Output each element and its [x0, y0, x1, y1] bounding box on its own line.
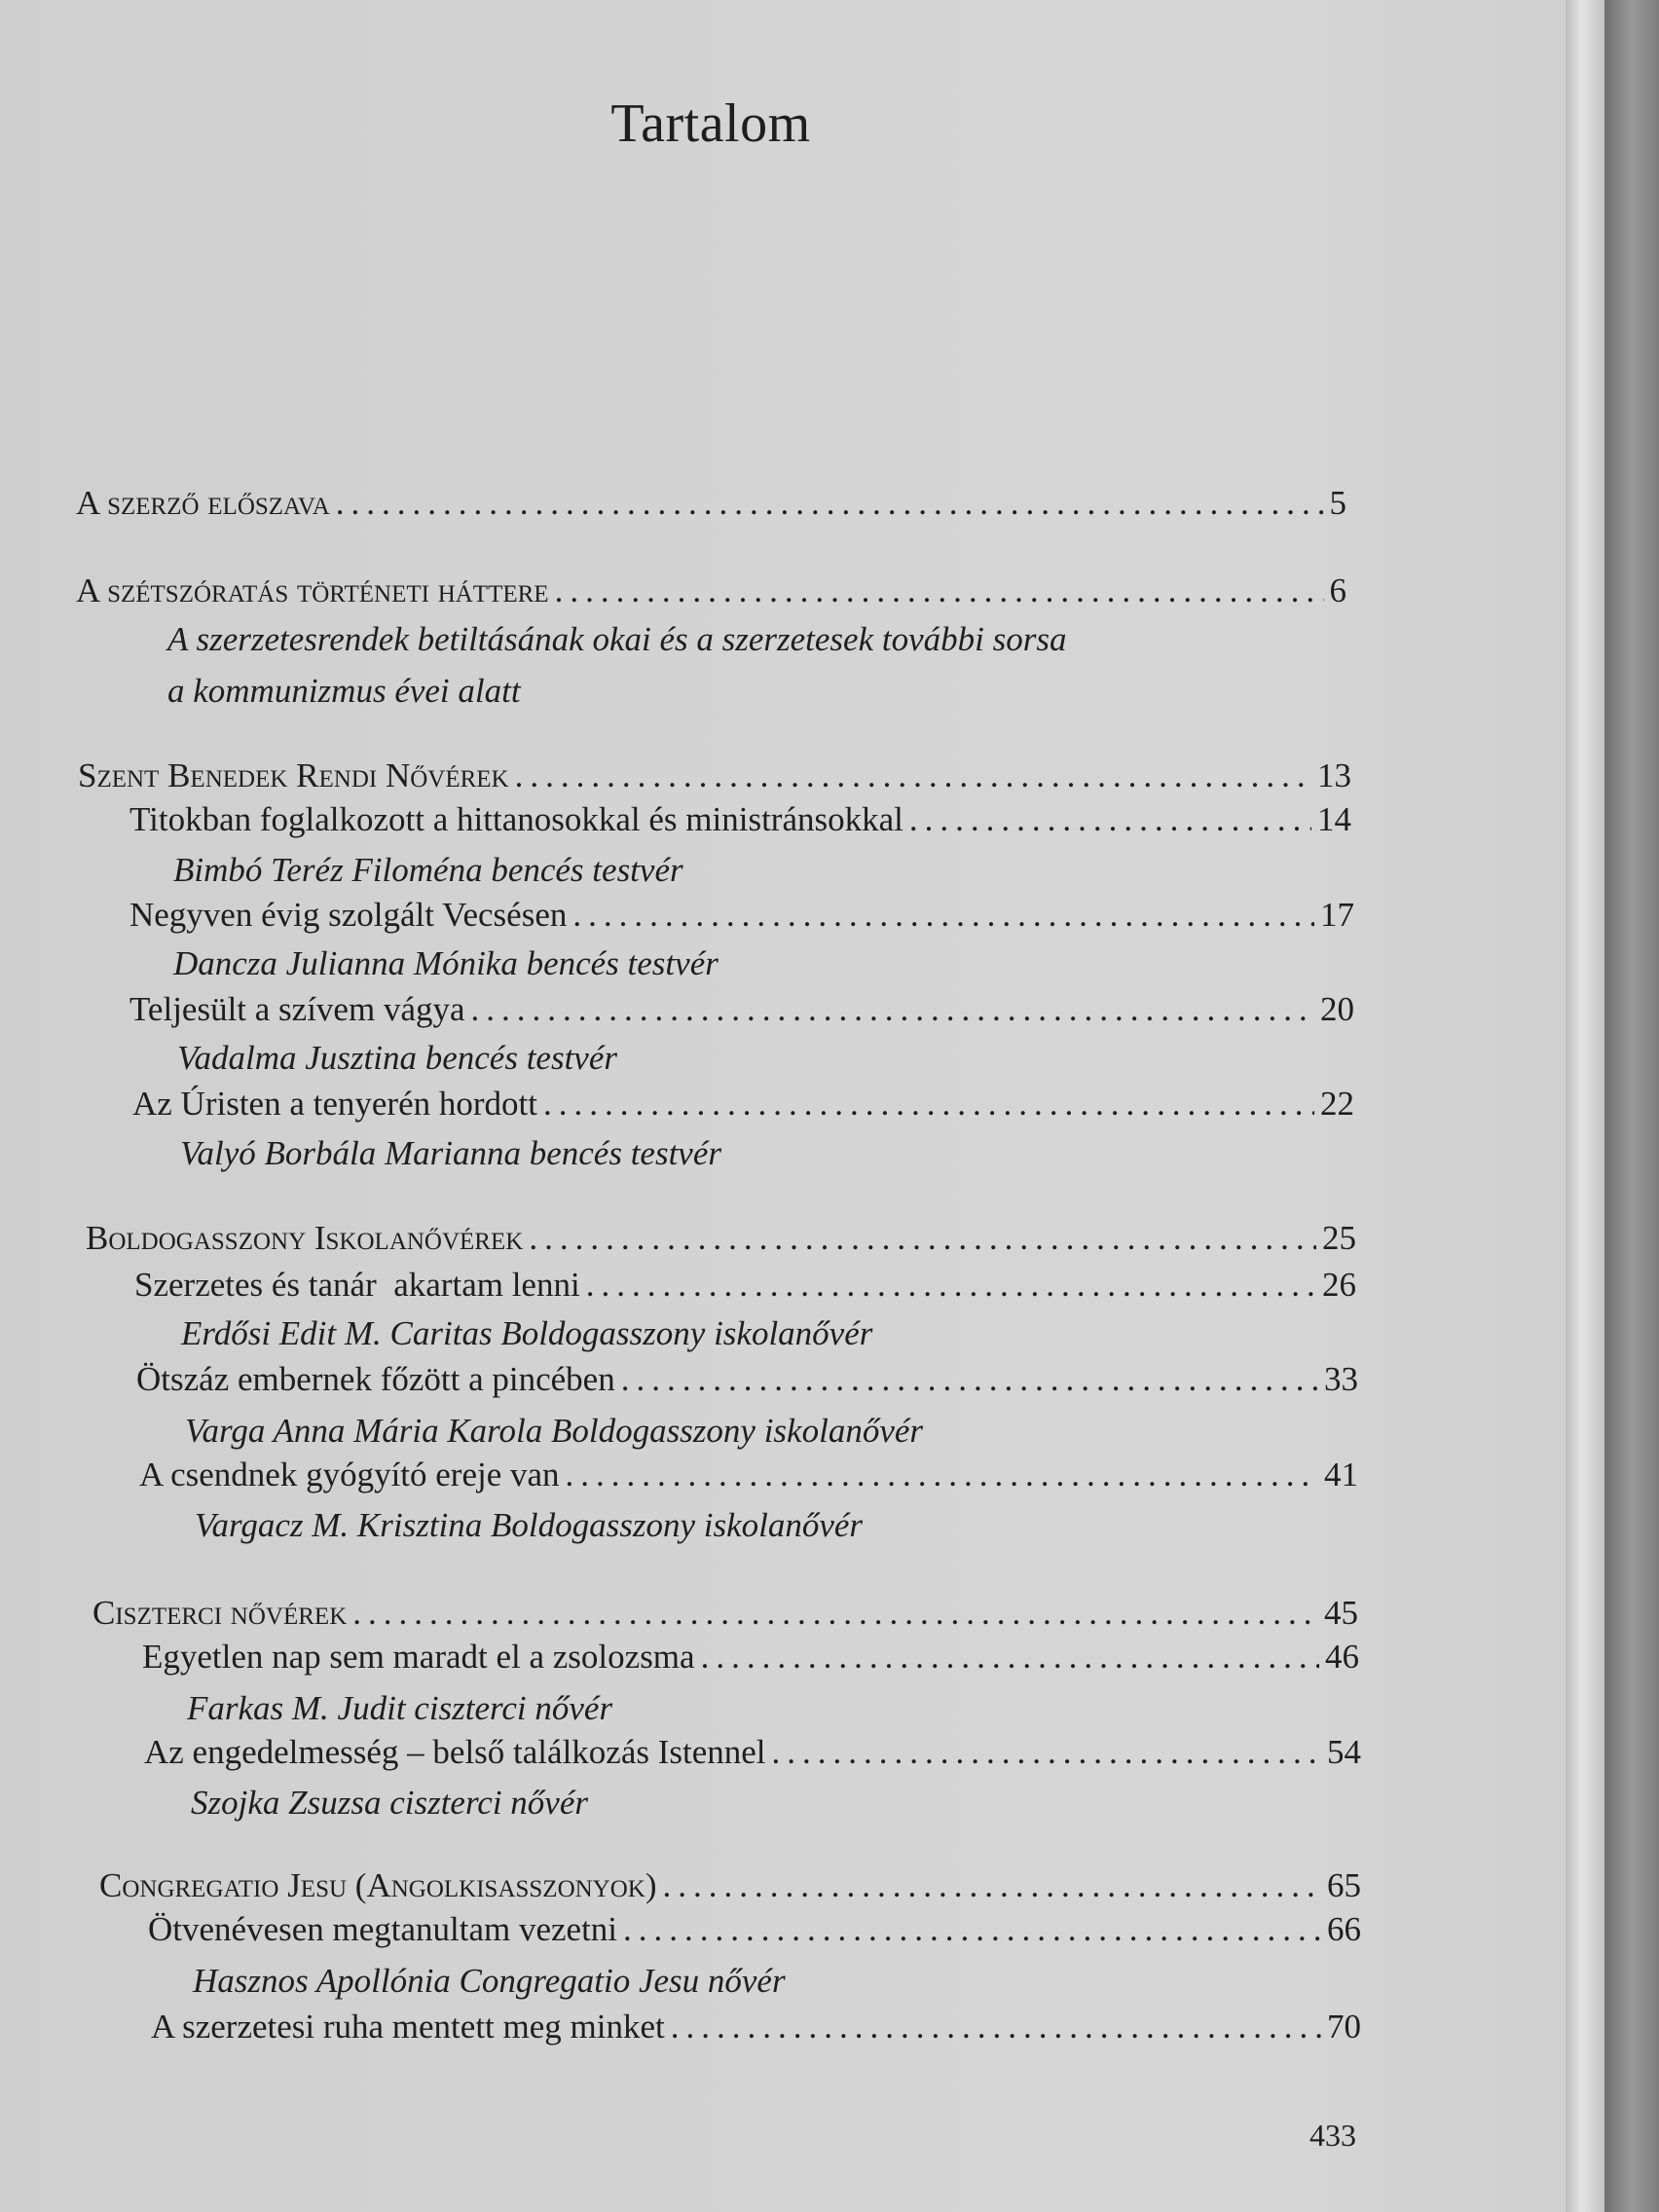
toc-item — [136, 1358, 1358, 1401]
toc-section-title: Congregatio Jesu (Angolkisasszonyok) — [99, 1866, 657, 1904]
toc-section — [76, 570, 1346, 612]
leader-dots — [671, 2006, 1321, 2048]
toc-item-title: Az Úristen a tenyerén hordott — [132, 1085, 537, 1123]
toc-item — [151, 2006, 1361, 2048]
toc-page-number: 70 — [1327, 2008, 1361, 2046]
toc-item — [139, 1454, 1358, 1496]
toc-author: Bimbó Teréz Filoména bencés testvér — [173, 851, 683, 889]
toc-page-number: 22 — [1320, 1085, 1354, 1123]
toc-item — [132, 1083, 1354, 1125]
leader-dots — [566, 1454, 1318, 1496]
leader-dots — [471, 988, 1314, 1031]
toc-author: Erdősi Edit M. Caritas Boldogasszony iskolanővér — [181, 1314, 873, 1352]
toc-item — [144, 1731, 1361, 1774]
leader-dots — [572, 894, 1314, 937]
toc-page-number: 6 — [1329, 571, 1346, 609]
page-edge — [1566, 0, 1604, 2212]
toc-item — [142, 1636, 1359, 1678]
toc-item — [129, 988, 1354, 1031]
toc-item-title: Teljesült a szívem vágya — [129, 990, 465, 1028]
toc-page-number: 66 — [1327, 1910, 1361, 1948]
toc-item — [129, 894, 1354, 937]
leader-dots — [336, 482, 1324, 525]
leader-dots — [701, 1636, 1319, 1678]
toc-item-title: A szerzetesi ruha mentett meg minket — [151, 2008, 665, 2046]
leader-dots — [543, 1083, 1314, 1125]
toc-section-title: A szétszóratás történeti háttere — [76, 571, 549, 609]
toc-item-title: Szerzetes és tanár akartam lenni — [134, 1266, 580, 1304]
toc-page-number: 54 — [1327, 1733, 1361, 1771]
toc-item-title: Az engedelmesség – belső találkozás Istennel — [144, 1733, 766, 1771]
toc-author: Szojka Zsuzsa ciszterci nővér — [191, 1784, 588, 1822]
toc-author: Dancza Julianna Mónika bencés testvér — [173, 944, 719, 982]
toc-section — [86, 1217, 1356, 1260]
leader-dots — [623, 1908, 1321, 1951]
leader-dots — [529, 1217, 1316, 1260]
leader-dots — [663, 1864, 1322, 1907]
toc-page-number: 41 — [1324, 1456, 1358, 1493]
leader-dots — [772, 1731, 1321, 1774]
toc-item — [148, 1908, 1361, 1951]
leader-dots — [555, 570, 1324, 612]
toc-item-title: Negyven évig szolgált Vecsésen — [129, 896, 568, 934]
book-binding-shadow — [1604, 0, 1659, 2212]
toc-item-title: Egyetlen nap sem maradt el a zsolozsma — [142, 1638, 695, 1676]
toc-author: Varga Anna Mária Karola Boldogasszony iskolanővér — [185, 1412, 924, 1450]
toc-subtitle: a kommunizmus évei alatt — [167, 672, 521, 710]
toc-section-title: Szent Benedek Rendi Nővérek — [78, 756, 509, 794]
toc-page-number: 17 — [1320, 896, 1354, 934]
toc-page-number: 25 — [1322, 1219, 1356, 1257]
toc-page-number: 14 — [1317, 800, 1351, 838]
leader-dots — [621, 1358, 1318, 1401]
leader-dots — [515, 755, 1311, 797]
page-title: Tartalom — [610, 93, 811, 154]
toc-author: Vargacz M. Krisztina Boldogasszony iskolanővér — [195, 1506, 864, 1544]
toc-page-number: 5 — [1329, 484, 1346, 522]
toc-page-number: 46 — [1325, 1638, 1359, 1676]
toc-page-number: 13 — [1317, 756, 1351, 794]
toc-page-number: 45 — [1324, 1594, 1358, 1632]
toc-section — [78, 755, 1351, 797]
leader-dots — [909, 798, 1311, 841]
toc-page-number: 65 — [1327, 1866, 1361, 1904]
toc-subtitle: A szerzetesrendek betiltásának okai és a szerzetesek további sorsa — [167, 620, 1067, 658]
toc-item — [134, 1264, 1356, 1307]
toc-section-title: Boldogasszony Iskolanővérek — [86, 1219, 524, 1257]
leader-dots — [586, 1264, 1316, 1307]
toc-page-number: 26 — [1322, 1266, 1356, 1304]
toc-section — [76, 482, 1346, 525]
page-number: 433 — [1309, 2118, 1356, 2153]
toc-page-number: 33 — [1324, 1360, 1358, 1398]
toc-author: Hasznos Apollónia Congregatio Jesu nővér — [193, 1962, 786, 2000]
toc-author: Farkas M. Judit ciszterci nővér — [187, 1689, 613, 1727]
toc-item — [129, 798, 1351, 841]
leader-dots — [352, 1592, 1318, 1635]
toc-page-number: 20 — [1320, 990, 1354, 1028]
toc-section-title: A szerző előszava — [76, 484, 330, 522]
toc-item-title: A csendnek gyógyító ereje van — [139, 1456, 560, 1493]
toc-item-title: Titokban foglalkozott a hittanosokkal és ministránsokkal — [129, 800, 903, 838]
toc-section — [99, 1864, 1361, 1907]
toc-item-title: Ötszáz embernek főzött a pincében — [136, 1360, 615, 1398]
toc-section-title: Ciszterci nővérek — [92, 1594, 348, 1632]
toc-item-title: Ötvenévesen megtanultam vezetni — [148, 1910, 618, 1948]
toc-author: Vadalma Jusztina bencés testvér — [177, 1039, 617, 1077]
toc-author: Valyó Borbála Marianna bencés testvér — [180, 1134, 722, 1172]
toc-section — [92, 1592, 1358, 1635]
